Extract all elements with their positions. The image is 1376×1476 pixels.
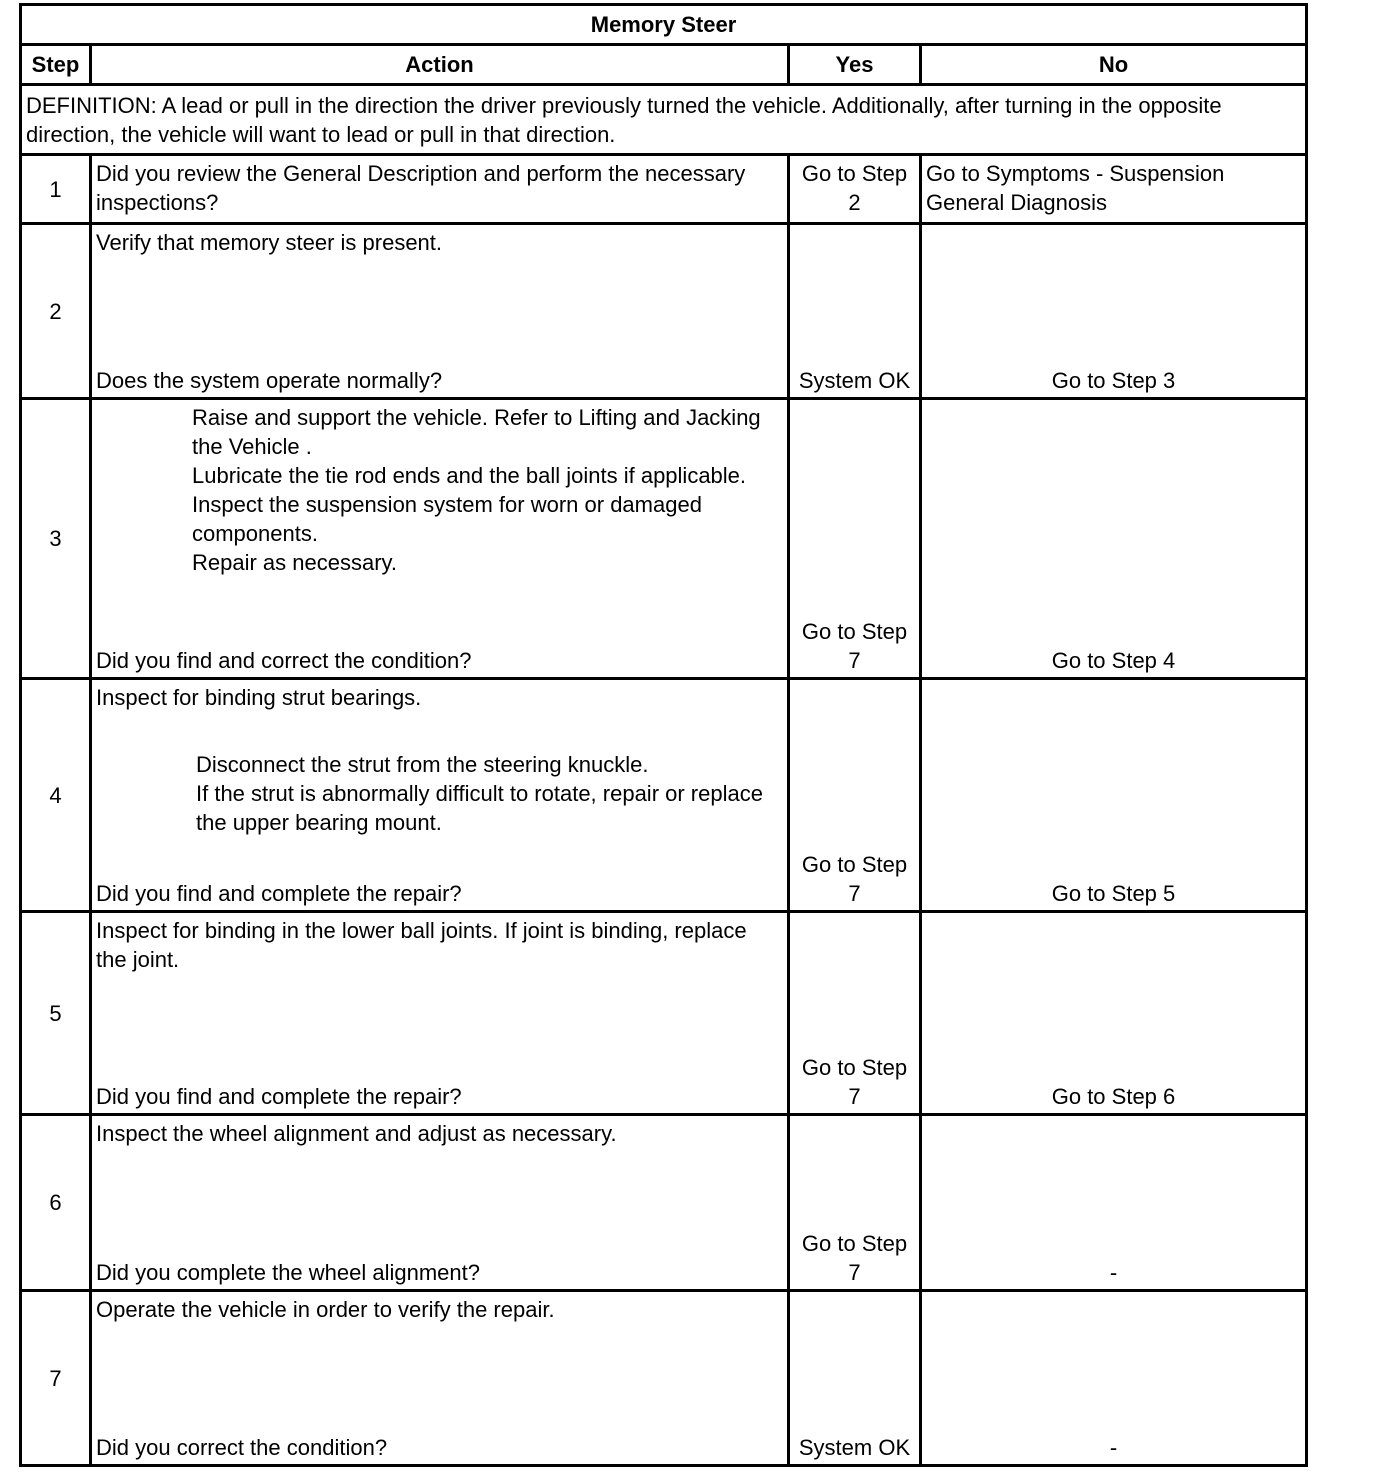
action-cell (91, 912, 789, 1115)
no-result: Go to Step 6 (921, 912, 1307, 1115)
no-result: Go to Symptoms - Suspension General Diagnosis (921, 155, 1307, 224)
memory-steer-table (19, 3, 1308, 1467)
no-result: - (921, 1291, 1307, 1466)
action-question: Did you complete the wheel alignment? (96, 1260, 481, 1285)
action-text: Inspect for binding in the lower ball joints. If joint is binding, replace the joint. (96, 918, 747, 972)
step-number: 3 (21, 399, 91, 679)
action-cell (91, 224, 789, 399)
substep-list (96, 750, 783, 837)
table-row (21, 679, 1307, 912)
substep-item: Repair as necessary. (192, 550, 398, 575)
step-number: 2 (21, 224, 91, 399)
action-question: Did you correct the condition? (96, 1435, 388, 1460)
action-cell (91, 1291, 789, 1466)
substep-item: Raise and support the vehicle. Refer to Lifting and Jacking the Vehicle . (192, 405, 761, 459)
action-text: Verify that memory steer is present. (96, 230, 443, 255)
table-title: Memory Steer (21, 5, 1307, 45)
definition-text: DEFINITION: A lead or pull in the direction the driver previously turned the vehicle. Additionally, after turning in the opposite direction, the vehicle will want to lead or pull in that direction. (21, 85, 1307, 155)
step-number: 6 (21, 1115, 91, 1291)
yes-result: Go to Step 7 (789, 679, 921, 912)
header-no: No (921, 45, 1307, 85)
substep-item: If the strut is abnormally difficult to rotate, repair or replace the upper bearing mount. (196, 781, 763, 835)
action-text: Inspect for binding strut bearings. (96, 685, 422, 710)
action-question: Did you find and correct the condition? (96, 648, 472, 673)
header-action: Action (91, 45, 789, 85)
no-result: Go to Step 3 (921, 224, 1307, 399)
substep-item: Lubricate the tie rod ends and the ball joints if applicable. (192, 463, 747, 488)
action-question: Does the system operate normally? (96, 368, 443, 393)
substep-item: Disconnect the strut from the steering knuckle. (196, 752, 649, 777)
action-top (92, 680, 787, 837)
substep-list (92, 400, 787, 577)
yes-result: System OK (789, 224, 921, 399)
header-step: Step (21, 45, 91, 85)
no-result: Go to Step 5 (921, 679, 1307, 912)
table-row (21, 1115, 1307, 1291)
table-row (21, 399, 1307, 679)
table-row (21, 155, 1307, 224)
action-text: Did you review the General Description and perform the necessary inspections? (91, 155, 789, 224)
table-row (21, 1291, 1307, 1466)
header-yes: Yes (789, 45, 921, 85)
step-number: 5 (21, 912, 91, 1115)
table-row (21, 224, 1307, 399)
step-number: 4 (21, 679, 91, 912)
action-question: Did you find and complete the repair? (96, 881, 462, 906)
action-text: Operate the vehicle in order to verify the repair. (96, 1297, 555, 1322)
yes-result: Go to Step 7 (789, 1115, 921, 1291)
action-cell (91, 399, 789, 679)
table-row (21, 912, 1307, 1115)
yes-result: System OK (789, 1291, 921, 1466)
yes-result: Go to Step 7 (789, 912, 921, 1115)
action-question: Did you find and complete the repair? (96, 1084, 462, 1109)
yes-result: Go to Step 2 (789, 155, 921, 224)
step-number: 1 (21, 155, 91, 224)
substep-item: Inspect the suspension system for worn or damaged components. (192, 492, 702, 546)
no-result: - (921, 1115, 1307, 1291)
action-cell (91, 679, 789, 912)
yes-result: Go to Step 7 (789, 399, 921, 679)
action-text: Inspect the wheel alignment and adjust as necessary. (96, 1121, 617, 1146)
step-number: 7 (21, 1291, 91, 1466)
no-result: Go to Step 4 (921, 399, 1307, 679)
action-cell (91, 1115, 789, 1291)
